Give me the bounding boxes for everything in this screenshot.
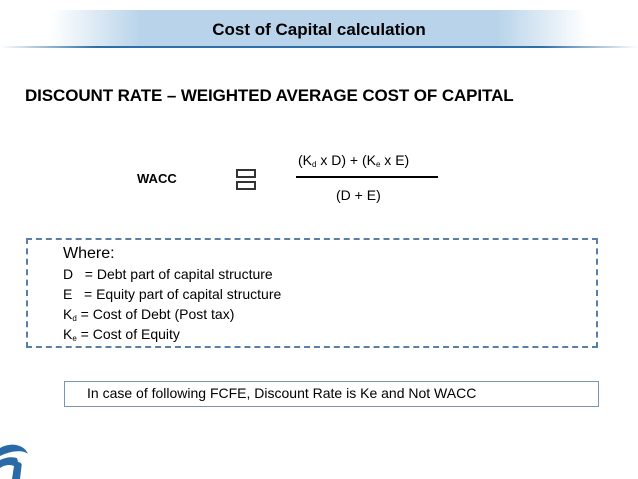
formula-numerator [298,152,409,169]
definition-debt: D = Debt part of capital structure [63,266,273,282]
definitions-title: Where: [63,245,115,262]
numerator-subscript-d: d [312,160,317,169]
slide-title: Cost of Capital calculation [212,20,426,39]
definition-equity: E = Equity part of capital structure [63,286,282,302]
numerator-subscript-e: e [375,160,381,169]
kd-symbol: K [63,306,73,322]
ke-text: = Cost of Equity [76,326,180,342]
formula-denominator: (D + E) [336,187,381,203]
kd-subscript: d [72,314,77,323]
numerator-part-1: (K [298,152,312,168]
equals-sign-icon [236,169,256,193]
ke-symbol: K [63,326,73,342]
numerator-part-3: x E) [380,152,410,168]
fraction-line [296,176,438,178]
definition-cost-of-equity [63,326,180,343]
kd-text: = Cost of Debt (Post tax) [76,306,235,322]
company-logo-icon [0,440,30,479]
definition-cost-of-debt [63,306,234,323]
ke-subscript: e [72,334,77,343]
header-divider [0,46,638,48]
section-heading: DISCOUNT RATE – WEIGHTED AVERAGE COST OF CAPITAL [25,86,514,105]
note-text: In case of following FCFE, Discount Rate is Ke and Not WACC [87,385,477,401]
wacc-label: WACC [137,171,177,186]
numerator-part-2: x D) + (K [316,152,376,168]
